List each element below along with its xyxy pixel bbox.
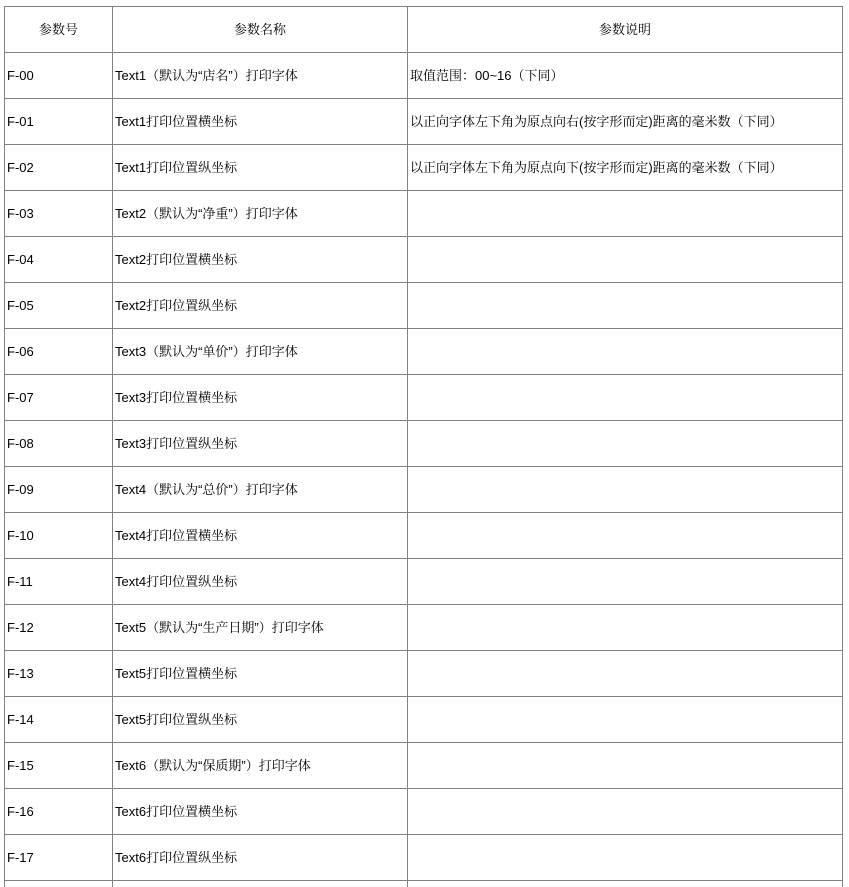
param-desc-cell: [408, 467, 843, 513]
param-id-cell: F-10: [5, 513, 113, 559]
param-desc-cell: [408, 559, 843, 605]
param-id-cell: F-07: [5, 375, 113, 421]
param-id-cell: F-01: [5, 99, 113, 145]
table-row: [5, 605, 843, 651]
param-id-cell: F-03: [5, 191, 113, 237]
param-desc-cell: [408, 513, 843, 559]
table-row: [5, 835, 843, 881]
table-row: [5, 237, 843, 283]
param-name-cell: Text5打印位置横坐标: [113, 651, 408, 697]
table-row: [5, 145, 843, 191]
param-name-cell: Text1打印位置横坐标: [113, 99, 408, 145]
param-name-cell: Text6（默认为“保质期”）打印字体: [113, 743, 408, 789]
param-id-cell: F-04: [5, 237, 113, 283]
param-id-cell: F-06: [5, 329, 113, 375]
table-row: [5, 513, 843, 559]
param-name-cell: Text4打印位置纵坐标: [113, 559, 408, 605]
table-row: [5, 329, 843, 375]
table-row: [5, 375, 843, 421]
table-row: [5, 467, 843, 513]
param-name-cell: Text6打印位置横坐标: [113, 789, 408, 835]
param-desc-cell: [408, 237, 843, 283]
table-row-partial: [5, 881, 843, 887]
param-desc-cell: [408, 191, 843, 237]
param-id-cell: F-11: [5, 559, 113, 605]
param-name-cell: Text2（默认为“净重”）打印字体: [113, 191, 408, 237]
table-row: [5, 743, 843, 789]
param-desc-cell: [408, 421, 843, 467]
table-row: [5, 559, 843, 605]
param-name-cell: Text6打印位置纵坐标: [113, 835, 408, 881]
param-name-cell: Text1（默认为“店名”）打印字体: [113, 53, 408, 99]
param-desc-cell: [408, 835, 843, 881]
param-name-cell: Text3打印位置横坐标: [113, 375, 408, 421]
param-desc-cell: [408, 697, 843, 743]
param-name-cell: Text3（默认为“单价”）打印字体: [113, 329, 408, 375]
param-id-cell: F-13: [5, 651, 113, 697]
param-name-cell: Text5（默认为“生产日期”）打印字体: [113, 605, 408, 651]
table-row: [5, 651, 843, 697]
table-header-row: [5, 7, 843, 53]
param-name-cell: Text5打印位置纵坐标: [113, 697, 408, 743]
param-id-cell: [5, 881, 113, 887]
param-name-cell: Text2打印位置横坐标: [113, 237, 408, 283]
param-id-cell: F-17: [5, 835, 113, 881]
param-desc-cell: [408, 743, 843, 789]
param-desc-cell: [408, 605, 843, 651]
column-header-param-desc: 参数说明: [408, 7, 843, 53]
param-desc-cell: 取值范围：00~16（下同）: [408, 53, 843, 99]
param-name-cell: Text3打印位置纵坐标: [113, 421, 408, 467]
param-id-cell: F-15: [5, 743, 113, 789]
param-id-cell: F-09: [5, 467, 113, 513]
table-row: [5, 697, 843, 743]
param-name-cell: Text1打印位置纵坐标: [113, 145, 408, 191]
param-id-cell: F-14: [5, 697, 113, 743]
param-desc-cell: [408, 329, 843, 375]
param-id-cell: F-02: [5, 145, 113, 191]
table-row: [5, 99, 843, 145]
param-name-cell: Text4（默认为“总价”）打印字体: [113, 467, 408, 513]
param-id-cell: F-16: [5, 789, 113, 835]
table-row: [5, 789, 843, 835]
param-desc-cell: 以正向字体左下角为原点向下(按字形而定)距离的毫米数（下同）: [408, 145, 843, 191]
param-desc-cell: [408, 789, 843, 835]
column-header-param-name: 参数名称: [113, 7, 408, 53]
param-desc-cell: [408, 881, 843, 887]
param-id-cell: F-05: [5, 283, 113, 329]
table-row: [5, 283, 843, 329]
column-header-param-id: 参数号: [5, 7, 113, 53]
param-id-cell: F-12: [5, 605, 113, 651]
table-row: [5, 191, 843, 237]
table-row: [5, 421, 843, 467]
param-name-cell: Text4打印位置横坐标: [113, 513, 408, 559]
table-row: [5, 53, 843, 99]
param-desc-cell: [408, 651, 843, 697]
parameters-table: [4, 6, 843, 887]
param-id-cell: F-08: [5, 421, 113, 467]
param-desc-cell: [408, 375, 843, 421]
param-name-cell: Text2打印位置纵坐标: [113, 283, 408, 329]
param-id-cell: F-00: [5, 53, 113, 99]
param-desc-cell: 以正向字体左下角为原点向右(按字形而定)距离的毫米数（下同）: [408, 99, 843, 145]
param-desc-cell: [408, 283, 843, 329]
param-name-cell: [113, 881, 408, 887]
